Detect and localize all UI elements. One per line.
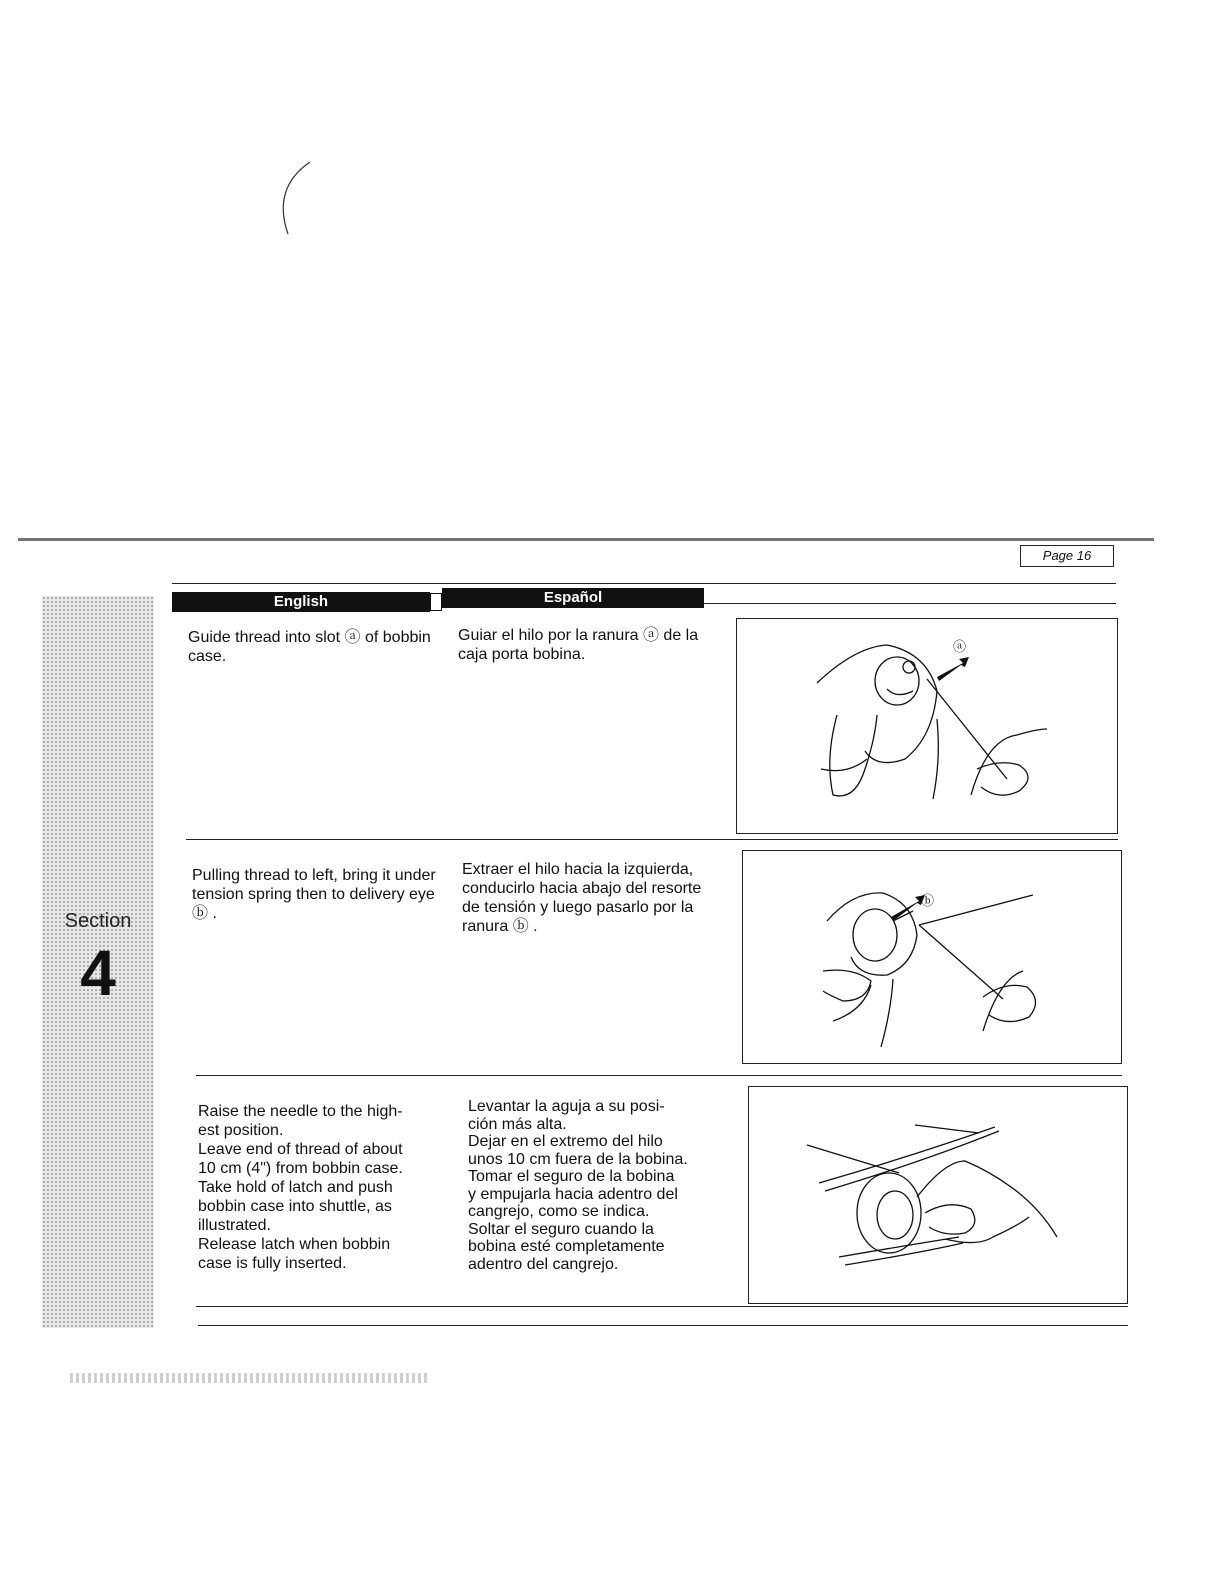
step-3-spanish-line: Tomar el seguro de la bobina [468, 1168, 675, 1185]
page-bottom-rule [198, 1325, 1128, 1326]
step-3-spanish-line: ción más alta. [468, 1115, 567, 1133]
step-3-english-line: Leave end of thread of about [198, 1141, 403, 1158]
step-3-spanish-line: y empujarla hacia adentro del [468, 1185, 678, 1203]
spanish-header: Español [442, 588, 704, 608]
section-label: Section [64, 910, 132, 932]
step-3-english-line: illustrated. [198, 1217, 271, 1234]
step-3-spanish-line: unos 10 cm fuera de la bobina. [468, 1150, 688, 1168]
step-3-english-line: bobbin case into shuttle, as [198, 1198, 392, 1215]
section-number: 4 [80, 937, 116, 1009]
thread-slot-figure [736, 618, 1118, 834]
step-3-spanish-line: Levantar la aguja a su posi- [468, 1098, 665, 1115]
header-rule-top [172, 583, 1116, 584]
step-1-spanish: Guiar el hilo por la ranura ⓐ de la caja porta bobina. [458, 627, 699, 663]
step-2-divider [196, 1075, 1122, 1076]
step-3-spanish-line: adentro del cangrejo. [468, 1255, 619, 1273]
english-header: English [172, 592, 430, 612]
step-3-spanish [468, 1098, 718, 1273]
page-number-box: Page 16 [1020, 545, 1114, 567]
scan-smudge [70, 1373, 430, 1383]
scan-top-rule [18, 538, 1154, 541]
step-3-spanish-line: bobina esté completamente [468, 1238, 665, 1255]
step-3-spanish-line: cangrejo, como se indica. [468, 1203, 650, 1220]
step-3-spanish-line: Dejar en el extremo del hilo [468, 1133, 663, 1150]
step-3-spanish-line: Soltar el seguro cuando la [468, 1220, 654, 1238]
step-3-english-line: est position. [198, 1122, 284, 1139]
hand-inserting-bobbin-case-icon [749, 1087, 1127, 1303]
step-3-english-line: 10 cm (4") from bobbin case. [198, 1160, 403, 1177]
hand-threading-bobbin-case-icon [743, 851, 1121, 1063]
header-separator [430, 593, 442, 611]
step-1-english: Guide thread into slot ⓐ of bobbin case. [188, 629, 431, 665]
step-3-english-line: Raise the needle to the high- [198, 1103, 403, 1120]
insert-bobbin-case-figure [748, 1086, 1128, 1304]
step-3-english-line: Release latch when bobbin [198, 1236, 391, 1253]
scan-mark-paren [270, 158, 320, 238]
hand-holding-bobbin-case-icon [737, 619, 1117, 833]
marker-a: ⓐ [953, 639, 967, 654]
step-3-english [198, 1102, 448, 1273]
step-1-divider [186, 839, 1118, 840]
marker-b: ⓑ [921, 893, 935, 908]
step-3-english-line: case is fully inserted. [198, 1255, 347, 1272]
step-3-english-line: Take hold of latch and push [198, 1179, 393, 1196]
step-2-english: Pulling thread to left, bring it under tension spring then to delivery eye ⓑ . [192, 867, 436, 922]
delivery-eye-figure [742, 850, 1122, 1064]
step-2-spanish: Extraer el hilo hacia la izquierda, conducirlo hacia abajo del resorte de tensión y luego pasarlo por la ranura ⓑ . [462, 861, 702, 935]
step-3-divider [196, 1306, 1128, 1307]
